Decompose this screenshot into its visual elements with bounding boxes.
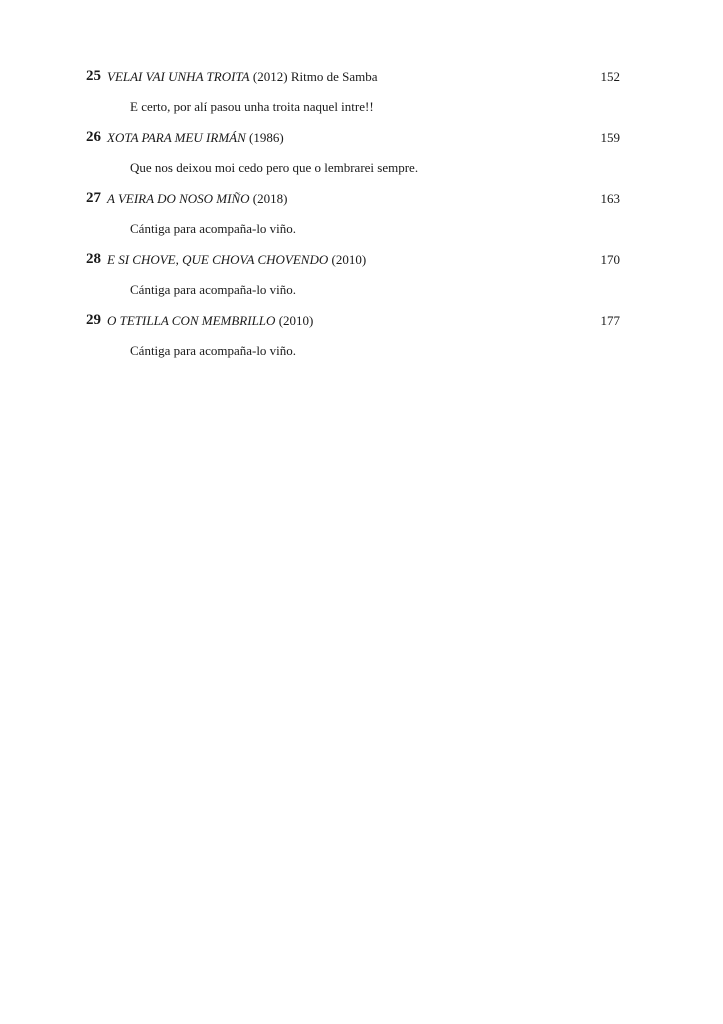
entry-year: (1986)	[249, 130, 284, 145]
entry-page-number: 159	[600, 130, 620, 145]
toc-entry	[0, 188, 723, 250]
entry-title: A VEIRA DO NOSO MIÑO	[107, 191, 250, 206]
entry-title-line	[107, 189, 287, 209]
entry-page-number: 170	[600, 252, 620, 267]
entry-number: 25	[86, 68, 101, 84]
entry-number: 29	[86, 312, 101, 328]
toc-entry-heading	[0, 188, 723, 212]
toc-entry-heading	[0, 127, 723, 151]
entry-title: O TETILLA CON MEMBRILLO	[107, 313, 276, 328]
entry-page-number: 163	[600, 191, 620, 206]
entry-description: Que nos deixou moi cedo pero que o lembrarei sempre.	[130, 160, 419, 175]
entry-extra: Ritmo de Samba	[290, 69, 378, 84]
entry-number: 26	[86, 129, 101, 145]
entry-description: Cántiga para acompaña-lo viño.	[130, 343, 297, 358]
toc-entry	[0, 310, 723, 372]
entry-title-line	[107, 250, 366, 270]
entry-page-number: 152	[600, 69, 620, 84]
entry-title-line	[107, 311, 313, 331]
entry-number: 28	[86, 251, 101, 267]
entry-title-line	[107, 67, 377, 87]
entry-year: (2010)	[331, 252, 367, 267]
toc-entry-heading	[0, 310, 723, 334]
toc-entry	[0, 66, 723, 128]
toc-entry	[0, 127, 723, 189]
entry-description: E certo, por alí pasou unha troita naquel intre!!	[130, 99, 374, 114]
entry-description: Cántiga para acompaña-lo viño.	[130, 282, 297, 297]
entry-page-number: 177	[600, 313, 620, 328]
entry-title: E SI CHOVE, QUE CHOVA CHOVENDO	[107, 252, 329, 267]
entry-title: XOTA PARA MEU IRMÁN	[107, 130, 246, 145]
entry-year: (2012)	[252, 69, 288, 84]
entry-number: 27	[86, 190, 101, 206]
entry-year: (2018)	[252, 191, 288, 206]
entry-title-line	[107, 128, 284, 148]
toc-entry	[0, 249, 723, 311]
entry-year: (2010)	[278, 313, 314, 328]
toc-entry-heading	[0, 66, 723, 90]
entry-title: VELAI VAI UNHA TROITA	[107, 69, 250, 84]
entry-description: Cántiga para acompaña-lo viño.	[130, 221, 297, 236]
toc-entry-heading	[0, 249, 723, 273]
